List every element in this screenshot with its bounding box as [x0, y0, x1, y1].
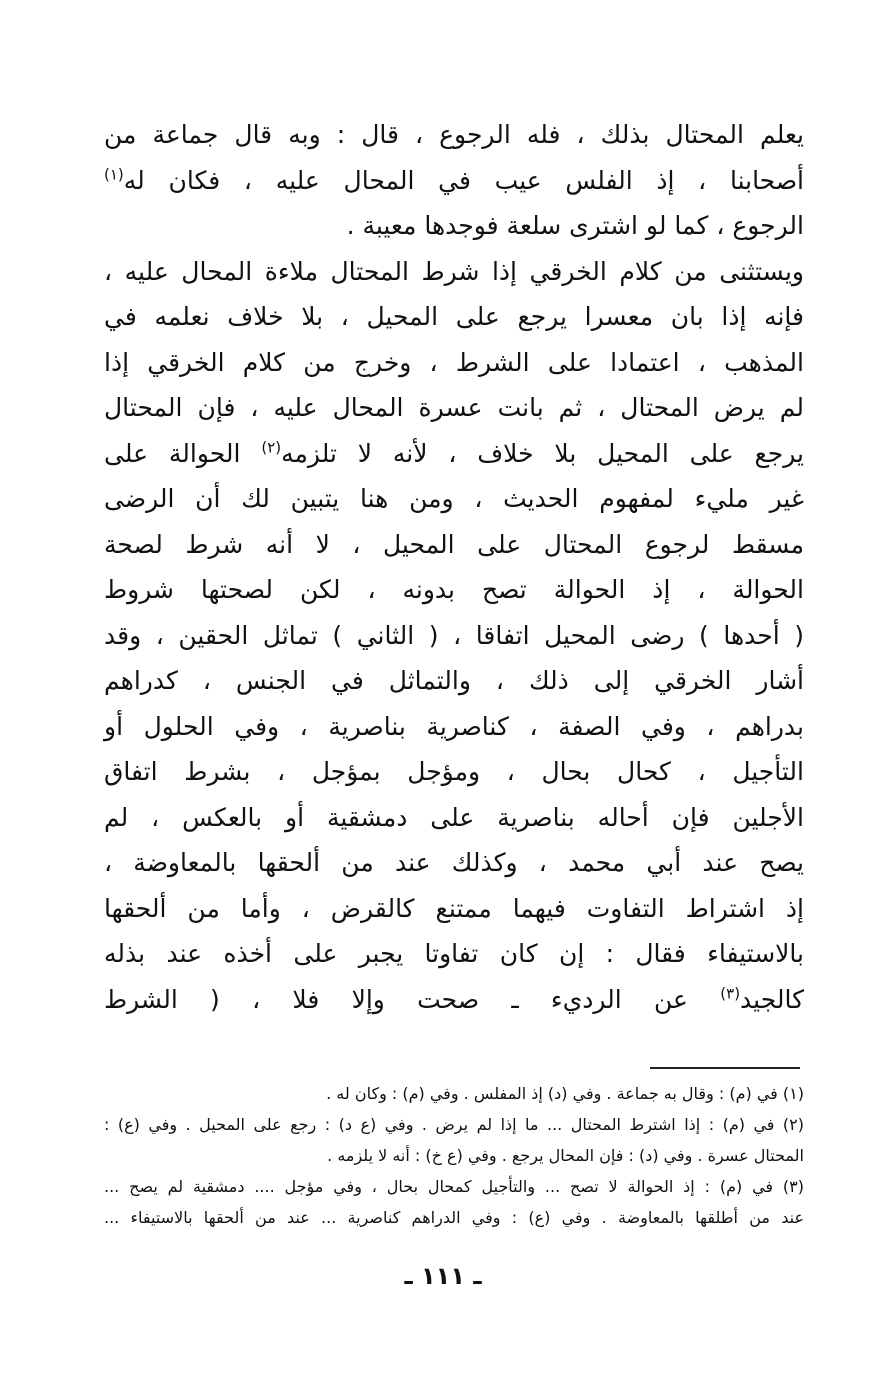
- text-line: الرجوع ، كما لو اشترى سلعة فوجدها معيبة .: [346, 211, 804, 240]
- text-line: فإنه إذا بان معسرا يرجع على المحيل ، بلا خلاف نعلمه في: [104, 302, 804, 331]
- text-line: يعلم المحتال بذلك ، فله الرجوع ، قال : وبه قال جماعة من: [104, 120, 804, 149]
- text-line: إذ اشتراط التفاوت فيهما ممتنع كالقرض ، وأما من ألحقها: [104, 893, 804, 923]
- main-text: [104, 112, 804, 1022]
- text-line: غير مليء لمفهوم الحديث ، ومن هنا يتبين لك أن الرضى: [104, 484, 804, 513]
- paragraph-2: [104, 249, 804, 1023]
- text-line: [104, 431, 804, 477]
- text-fragment: أصحابنا ، إذ الفلس عيب في المحال عليه ، فكان له: [123, 165, 804, 195]
- text-line: الأجلين فإن أحاله بناصرية على دمشقية أو بالعكس ، لم: [104, 802, 804, 832]
- footnote-marker: (٣): [720, 984, 741, 1003]
- page-number: ـ ١١١ ـ: [404, 1262, 482, 1290]
- text-line: مسقط لرجوع المحتال على المحيل ، لا أنه شرط لصحة: [104, 529, 804, 559]
- footnote-separator: [650, 1067, 800, 1069]
- paragraph-1: [104, 112, 804, 249]
- text-line: التأجيل ، كحال بحال ، ومؤجل بمؤجل ، بشرط اتفاق: [104, 757, 804, 786]
- footnote-marker: (٢): [261, 438, 282, 457]
- text-fragment: كالجيد: [740, 984, 804, 1014]
- footnotes: [104, 1078, 804, 1233]
- text-line: [104, 977, 804, 1023]
- text-line: ( أحدها ) رضى المحيل اتفاقا ، ( الثاني ) تماثل الحقين ، وقد: [104, 620, 804, 650]
- text-fragment: يرجع على المحيل بلا خلاف ، لأنه لا تلزمه: [281, 438, 804, 468]
- text-line: يصح عند أبي محمد ، وكذلك عند من ألحقها بالمعاوضة ،: [104, 848, 804, 877]
- text-fragment: الحوالة على: [104, 438, 241, 468]
- text-line: لم يرض المحتال ، ثم بانت عسرة المحال عليه ، فإن المحتال: [104, 393, 804, 422]
- text-line: بالاستيفاء فقال : إن كان تفاوتا يجبر على أخذه عند بذله: [104, 939, 804, 968]
- text-line: الحوالة ، إذ الحوالة تصح بدونه ، لكن لصحتها شروط: [104, 575, 804, 604]
- text-line: أشار الخرقي إلى ذلك ، والتماثل في الجنس ، كدراهم: [104, 666, 804, 695]
- footnote-marker: (١): [104, 165, 124, 184]
- footnote-line: (١) في (م) : وقال به جماعة . وفي (د) إذ المفلس . وفي (م) : وكان له .: [326, 1084, 804, 1103]
- text-line: المذهب ، اعتمادا على الشرط ، وخرج من كلام الخرقي إذا: [104, 347, 804, 377]
- text-line: ويستثنى من كلام الخرقي إذا شرط المحتال ملاءة المحال عليه ،: [104, 256, 804, 286]
- footnote-line: (٢) في (م) : إذا اشترط المحتال ... ما إذا لم يرض . وفي (ع د) : رجع على المحيل . وفي (ع) :: [104, 1115, 804, 1134]
- text-line: بدراهم ، وفي الصفة ، كناصرية بناصرية ، وفي الحلول أو: [104, 711, 804, 741]
- footnote-line: المحتال عسرة . وفي (د) : فإن المحال يرجع . وفي (ع خ) : أنه لا يلزمه .: [327, 1146, 804, 1165]
- footnote-line: عند من أطلقها بالمعاوضة . وفي (ع) : وفي الدراهم كناصرية ... عند من ألحقها بالاستيفاء ...: [104, 1208, 804, 1227]
- footnote-line: (٣) في (م) : إذ الحوالة لا تصح ... والتأجيل كمحال بحال ، وفي مؤجل .... دمشقية لم يصح ...: [104, 1177, 804, 1196]
- text-line: [104, 158, 804, 204]
- text-fragment: عن الرديء ـ صحت وإلا فلا ، ( الشرط: [104, 984, 688, 1014]
